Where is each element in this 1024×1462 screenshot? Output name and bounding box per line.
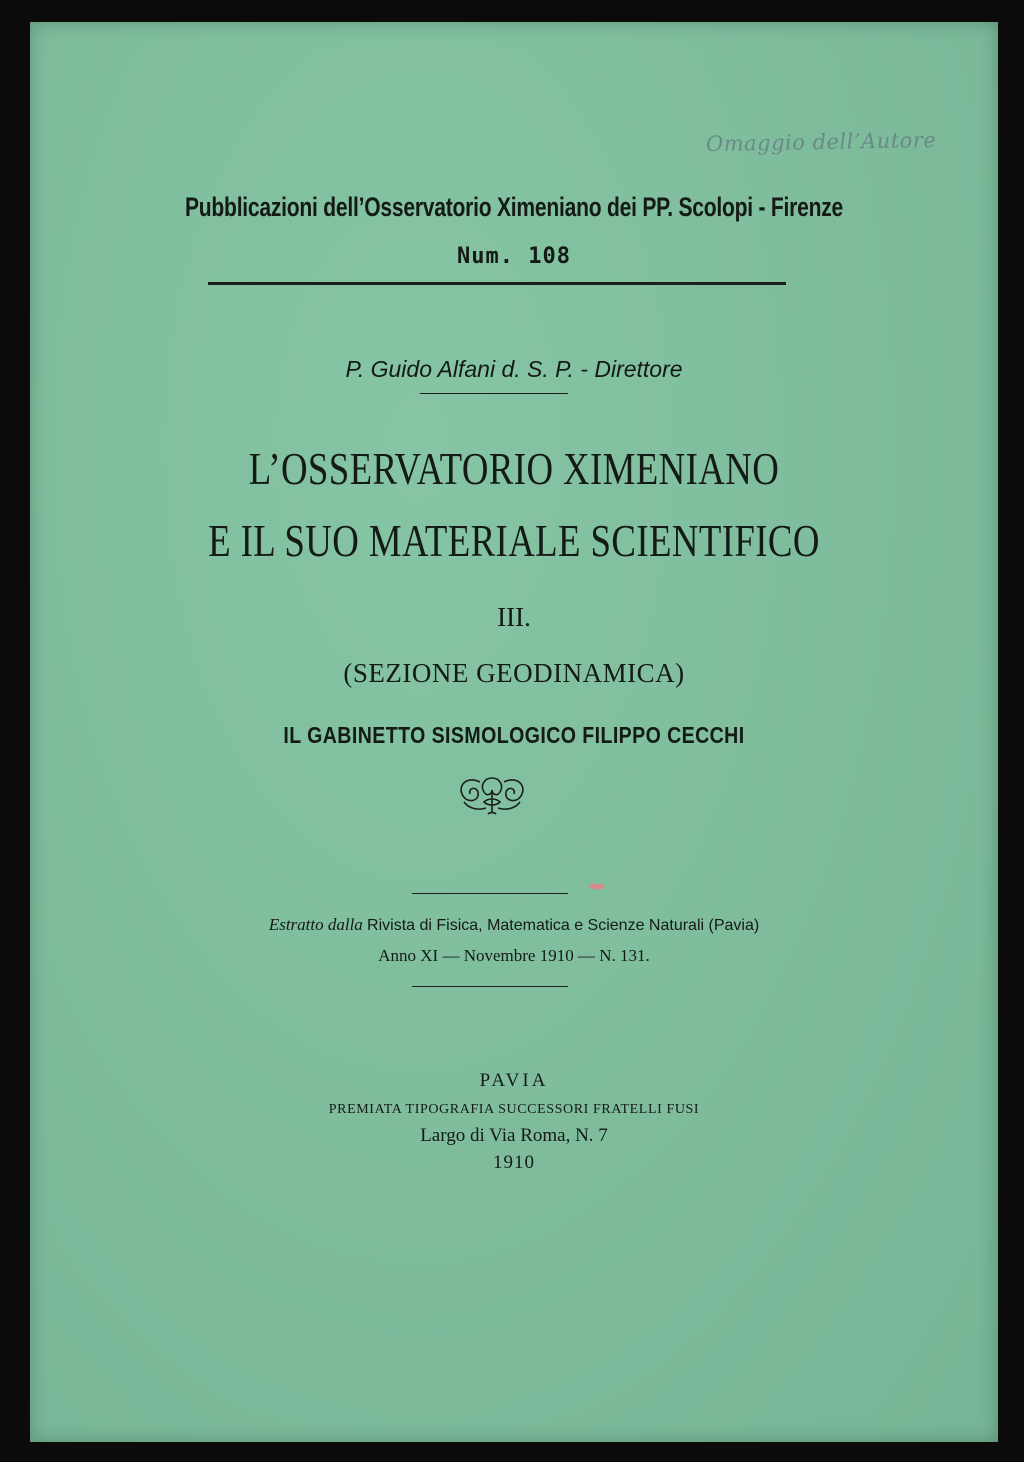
imprint-city: PAVIA xyxy=(479,1070,549,1091)
journal-name: Rivista di Fisica, Matematica e Scienze Naturali (Pavia) xyxy=(367,917,760,934)
publication-series: Pubblicazioni dell’Osservatorio Ximeniano dei PP. Scolopi - Firenze xyxy=(184,192,844,222)
subtitle: IL GABINETTO SISMOLOGICO FILIPPO CECCHI xyxy=(283,722,745,748)
author-line: P. Guido Alfani d. S. P. - Direttore xyxy=(345,356,683,382)
imprint-printer: PREMIATA TIPOGRAFIA SUCCESSORI FRATELLI FUSI xyxy=(328,1102,700,1117)
section-name: (SEZIONE GEODINAMICA) xyxy=(343,658,685,688)
issue-line: Anno XI — Novembre 1910 — N. 131. xyxy=(378,946,650,965)
author-rule xyxy=(420,393,568,394)
extract-line xyxy=(30,915,998,935)
cover-page xyxy=(30,22,998,1442)
title-line-2: E IL SUO MATERIALE SCIENTIFICO xyxy=(208,515,820,566)
extract-prefix: Estratto dalla xyxy=(268,915,363,934)
imprint-year: 1910 xyxy=(493,1152,535,1173)
imprint-address: Largo di Via Roma, N. 7 xyxy=(420,1125,608,1146)
dedication-stamp: Omaggio dell’Autore xyxy=(705,127,937,157)
title-line-1: L’OSSERVATORIO XIMENIANO xyxy=(248,443,780,494)
extract-rule-bottom xyxy=(412,986,568,987)
part-number: III. xyxy=(497,602,531,632)
publication-number: Num. 108 xyxy=(457,244,571,269)
header-rule xyxy=(208,282,786,285)
floral-ornament-icon xyxy=(454,772,530,818)
extract-rule-top xyxy=(412,893,568,894)
paper-speck xyxy=(590,884,604,889)
